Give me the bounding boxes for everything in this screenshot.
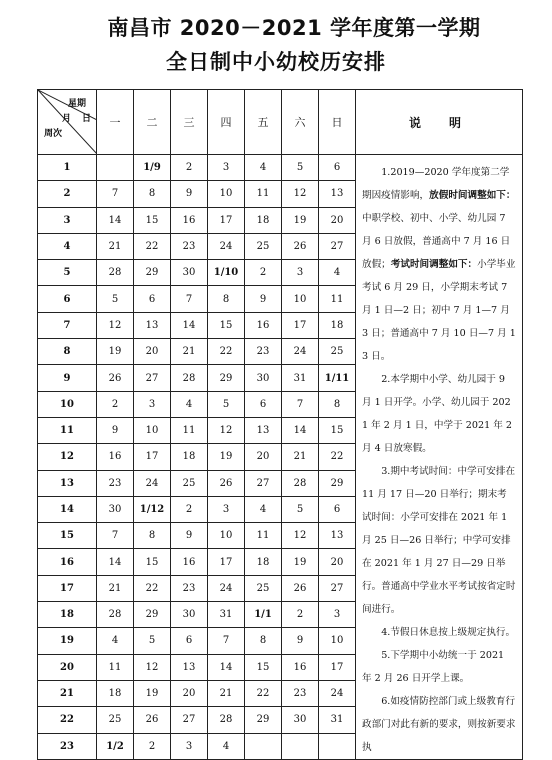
date-cell: 22 — [134, 233, 171, 259]
date-cell: 16 — [171, 549, 208, 575]
date-cell: 19 — [282, 549, 319, 575]
date-cell: 19 — [97, 339, 134, 365]
date-cell: 9 — [245, 286, 282, 312]
date-cell: 4 — [208, 733, 245, 759]
date-cell: 22 — [208, 339, 245, 365]
date-cell: 19 — [282, 207, 319, 233]
header-tuesday: 二 — [134, 90, 171, 155]
date-cell: 24 — [319, 680, 356, 706]
date-cell: 16 — [171, 207, 208, 233]
date-cell: 13 — [245, 417, 282, 443]
week-number-cell: 6 — [38, 286, 97, 312]
date-cell: 23 — [171, 233, 208, 259]
date-cell: 22 — [245, 680, 282, 706]
date-cell: 27 — [245, 470, 282, 496]
header-row — [38, 90, 523, 155]
date-cell: 18 — [319, 312, 356, 338]
date-cell: 20 — [134, 339, 171, 365]
date-cell: 4 — [171, 391, 208, 417]
date-cell: 23 — [97, 470, 134, 496]
date-cell: 12 — [282, 181, 319, 207]
date-cell: 11 — [319, 286, 356, 312]
date-cell: 11 — [171, 417, 208, 443]
date-cell: 24 — [208, 575, 245, 601]
table-row — [38, 155, 523, 181]
note-6: 6.如疫情防控部门或上级教育行政部门对此有新的要求，则按新要求执 — [362, 696, 516, 753]
date-cell: 31 — [208, 602, 245, 628]
date-cell: 4 — [245, 155, 282, 181]
date-cell: 19 — [134, 680, 171, 706]
week-number-cell: 2 — [38, 181, 97, 207]
note-2: 2.本学期中小学、幼儿园于 9 月 1 日开学。小学、幼儿园于 2021 年 2 月 1 日，中学于 2021 年 2 月 4 日放寒假。 — [362, 374, 512, 454]
date-cell: 17 — [319, 654, 356, 680]
date-cell: 14 — [171, 312, 208, 338]
date-cell: 8 — [134, 523, 171, 549]
date-cell: 9 — [171, 181, 208, 207]
date-cell: 20 — [319, 207, 356, 233]
date-cell: 25 — [171, 470, 208, 496]
date-cell: 6 — [245, 391, 282, 417]
date-cell: 5 — [282, 155, 319, 181]
date-cell: 7 — [282, 391, 319, 417]
date-cell: 8 — [134, 181, 171, 207]
week-number-cell: 1 — [38, 155, 97, 181]
date-cell: 28 — [97, 602, 134, 628]
date-cell: 8 — [319, 391, 356, 417]
week-number-cell: 20 — [38, 654, 97, 680]
date-cell: 21 — [97, 575, 134, 601]
date-cell: 26 — [97, 365, 134, 391]
date-cell: 12 — [97, 312, 134, 338]
date-cell: 1/11 — [319, 365, 356, 391]
date-cell: 28 — [282, 470, 319, 496]
date-cell: 15 — [245, 654, 282, 680]
date-cell: 1/10 — [208, 260, 245, 286]
corner-label-weeknum: 周次 — [44, 129, 63, 139]
date-cell: 1/9 — [134, 155, 171, 181]
date-cell: 10 — [282, 286, 319, 312]
week-number-cell: 14 — [38, 496, 97, 522]
date-cell: 10 — [208, 523, 245, 549]
date-cell: 18 — [97, 680, 134, 706]
date-cell: 29 — [134, 602, 171, 628]
date-cell: 21 — [97, 233, 134, 259]
note-3: 3.期中考试时间：中学可安排在 11 月 17 日—20 日举行；期末考试时间：小学可安排在 2021 年 1 月 25 日—26 日举行；中学可安排在 2021 年 1 月 27 日—29 日举行。普通高中学业水平考试按省定时间进行。 — [362, 466, 516, 615]
date-cell: 7 — [97, 523, 134, 549]
date-cell: 13 — [319, 523, 356, 549]
date-cell: 21 — [208, 680, 245, 706]
date-cell: 3 — [282, 260, 319, 286]
date-cell: 6 — [319, 155, 356, 181]
page-title-line1: 南昌市 2020－2021 学年度第一学期 — [107, 16, 481, 40]
week-number-cell: 4 — [38, 233, 97, 259]
date-cell: 22 — [319, 444, 356, 470]
date-cell: 3 — [208, 155, 245, 181]
date-cell: 4 — [319, 260, 356, 286]
week-number-cell: 9 — [38, 365, 97, 391]
date-cell: 28 — [171, 365, 208, 391]
date-cell: 13 — [319, 181, 356, 207]
header-saturday: 六 — [282, 90, 319, 155]
note-1: 1.2019—2020 学年度第二学期因疫情影响，放假时间调整如下：中职学校、初中、小学、幼儿园 7 月 6 日放假，普通高中 7 月 16 日放假；考试时间调整如下：小学毕业考试 6 月 29 日，小学期末考试 7 月 1 日—2 日；初中 7 月 1—7 月 3 日；普通高中 7 月 10 日—7 月 13 日。 — [362, 167, 516, 362]
week-number-cell: 3 — [38, 207, 97, 233]
week-number-cell: 10 — [38, 391, 97, 417]
week-number-cell: 15 — [38, 523, 97, 549]
header-wednesday: 三 — [171, 90, 208, 155]
date-cell: 3 — [319, 602, 356, 628]
date-cell: 7 — [97, 181, 134, 207]
date-cell: 9 — [171, 523, 208, 549]
school-calendar-table — [37, 89, 523, 760]
date-cell: 23 — [171, 575, 208, 601]
date-cell: 25 — [245, 233, 282, 259]
date-cell: 4 — [245, 496, 282, 522]
date-cell: 21 — [171, 339, 208, 365]
date-cell: 8 — [245, 628, 282, 654]
week-number-cell: 16 — [38, 549, 97, 575]
corner-header-cell — [38, 90, 97, 155]
header-friday: 五 — [245, 90, 282, 155]
date-cell: 29 — [245, 707, 282, 733]
date-cell: 14 — [97, 549, 134, 575]
week-number-cell: 21 — [38, 680, 97, 706]
week-number-cell: 23 — [38, 733, 97, 759]
corner-label-week: 星期 — [68, 99, 87, 109]
date-cell: 25 — [319, 339, 356, 365]
date-cell: 1/2 — [97, 733, 134, 759]
date-cell: 25 — [97, 707, 134, 733]
date-cell: 11 — [245, 523, 282, 549]
date-cell: 28 — [208, 707, 245, 733]
date-cell: 30 — [171, 260, 208, 286]
date-cell: 16 — [245, 312, 282, 338]
date-cell: 3 — [208, 496, 245, 522]
date-cell: 15 — [319, 417, 356, 443]
date-cell: 1/1 — [245, 602, 282, 628]
date-cell: 6 — [171, 628, 208, 654]
date-cell: 30 — [282, 707, 319, 733]
week-number-cell: 11 — [38, 417, 97, 443]
date-cell: 30 — [171, 602, 208, 628]
date-cell: 17 — [134, 444, 171, 470]
date-cell: 24 — [134, 470, 171, 496]
date-cell: 15 — [208, 312, 245, 338]
date-cell: 2 — [171, 155, 208, 181]
date-cell: 17 — [208, 207, 245, 233]
date-cell: 29 — [208, 365, 245, 391]
date-cell — [97, 155, 134, 181]
date-cell: 20 — [319, 549, 356, 575]
week-number-cell: 8 — [38, 339, 97, 365]
date-cell: 3 — [171, 733, 208, 759]
date-cell: 26 — [282, 575, 319, 601]
date-cell: 27 — [319, 575, 356, 601]
header-sunday: 日 — [319, 90, 356, 155]
week-number-cell: 12 — [38, 444, 97, 470]
date-cell: 24 — [282, 339, 319, 365]
date-cell: 9 — [282, 628, 319, 654]
date-cell: 27 — [134, 365, 171, 391]
date-cell: 29 — [319, 470, 356, 496]
week-number-cell: 22 — [38, 707, 97, 733]
date-cell: 5 — [282, 496, 319, 522]
date-cell: 10 — [134, 417, 171, 443]
week-number-cell: 7 — [38, 312, 97, 338]
date-cell: 26 — [282, 233, 319, 259]
date-cell: 31 — [319, 707, 356, 733]
date-cell: 16 — [97, 444, 134, 470]
date-cell: 3 — [134, 391, 171, 417]
date-cell: 4 — [97, 628, 134, 654]
date-cell — [319, 733, 356, 759]
week-number-cell: 19 — [38, 628, 97, 654]
date-cell — [282, 733, 319, 759]
date-cell: 12 — [282, 523, 319, 549]
date-cell: 20 — [245, 444, 282, 470]
date-cell: 26 — [208, 470, 245, 496]
note-4: 4.节假日休息按上级规定执行。 — [381, 627, 516, 638]
date-cell: 10 — [319, 628, 356, 654]
date-cell: 15 — [134, 207, 171, 233]
date-cell: 6 — [319, 496, 356, 522]
date-cell: 7 — [171, 286, 208, 312]
notes-cell — [356, 155, 523, 760]
date-cell: 13 — [134, 312, 171, 338]
date-cell: 12 — [208, 417, 245, 443]
week-number-cell: 5 — [38, 260, 97, 286]
date-cell: 11 — [97, 654, 134, 680]
date-cell: 22 — [134, 575, 171, 601]
note-5: 5.下学期中小幼统一于 2021 年 2 月 26 日开学上课。 — [362, 650, 505, 684]
week-number-cell: 18 — [38, 602, 97, 628]
date-cell: 18 — [171, 444, 208, 470]
date-cell: 10 — [208, 181, 245, 207]
date-cell: 19 — [208, 444, 245, 470]
date-cell: 29 — [134, 260, 171, 286]
date-cell: 14 — [208, 654, 245, 680]
date-cell: 1/12 — [134, 496, 171, 522]
calendar-body — [38, 155, 523, 760]
date-cell: 30 — [97, 496, 134, 522]
date-cell: 28 — [97, 260, 134, 286]
date-cell: 26 — [134, 707, 171, 733]
date-cell: 18 — [245, 207, 282, 233]
date-cell: 25 — [245, 575, 282, 601]
date-cell: 8 — [208, 286, 245, 312]
date-cell: 9 — [97, 417, 134, 443]
date-cell: 2 — [171, 496, 208, 522]
date-cell: 13 — [171, 654, 208, 680]
date-cell: 11 — [245, 181, 282, 207]
page-title-line2: 全日制中小幼校历安排 — [166, 50, 386, 74]
week-number-cell: 17 — [38, 575, 97, 601]
date-cell: 23 — [282, 680, 319, 706]
date-cell: 27 — [319, 233, 356, 259]
date-cell: 14 — [282, 417, 319, 443]
date-cell: 31 — [282, 365, 319, 391]
date-cell: 24 — [208, 233, 245, 259]
header-monday: 一 — [97, 90, 134, 155]
date-cell: 5 — [97, 286, 134, 312]
date-cell: 5 — [134, 628, 171, 654]
date-cell: 17 — [282, 312, 319, 338]
week-number-cell: 13 — [38, 470, 97, 496]
date-cell: 12 — [134, 654, 171, 680]
date-cell: 23 — [245, 339, 282, 365]
date-cell: 20 — [171, 680, 208, 706]
date-cell: 2 — [97, 391, 134, 417]
date-cell: 2 — [134, 733, 171, 759]
date-cell — [245, 733, 282, 759]
date-cell: 15 — [134, 549, 171, 575]
header-thursday: 四 — [208, 90, 245, 155]
date-cell: 30 — [245, 365, 282, 391]
header-notes: 说 明 — [356, 90, 523, 155]
date-cell: 16 — [282, 654, 319, 680]
date-cell: 21 — [282, 444, 319, 470]
date-cell: 18 — [245, 549, 282, 575]
date-cell: 2 — [245, 260, 282, 286]
date-cell: 7 — [208, 628, 245, 654]
corner-label-day: 日 — [82, 114, 92, 124]
date-cell: 5 — [208, 391, 245, 417]
date-cell: 14 — [97, 207, 134, 233]
date-cell: 27 — [171, 707, 208, 733]
date-cell: 17 — [208, 549, 245, 575]
date-cell: 6 — [134, 286, 171, 312]
corner-label-month: 月 — [62, 114, 72, 124]
date-cell: 2 — [282, 602, 319, 628]
